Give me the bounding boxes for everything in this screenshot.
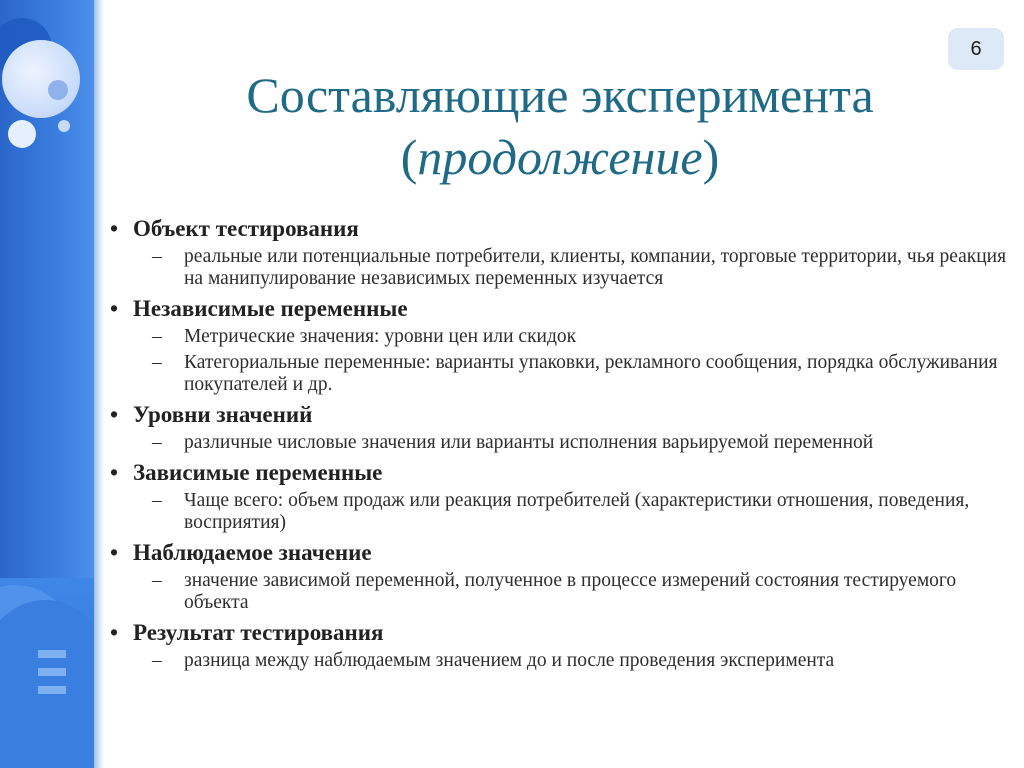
decorative-sidebar xyxy=(0,0,94,768)
bullet-heading: Уровни значений xyxy=(133,402,313,427)
bullet-heading: Результат тестирования xyxy=(133,620,384,645)
bullet-dot: • xyxy=(110,296,119,321)
sub-item-text: разница между наблюдаемым значением до и после проведения эксперимента xyxy=(184,650,835,671)
list-item xyxy=(108,618,1008,672)
sidebar-stripe xyxy=(94,0,104,768)
dash-marker: – xyxy=(152,432,162,453)
dash-marker: – xyxy=(152,570,162,591)
page-number-badge: 6 xyxy=(948,28,1004,70)
dash-marker: – xyxy=(152,650,162,671)
sub-item-text: Категориальные переменные: варианты упаковки, рекламного сообщения, порядка обслуживания покупателей и др. xyxy=(184,352,998,395)
bullet-list xyxy=(108,214,1008,676)
sub-item-text: различные числовые значения или варианты исполнения варьируемой переменной xyxy=(184,432,874,453)
dash-marker: – xyxy=(152,352,162,373)
bullet-heading: Объект тестирования xyxy=(133,216,359,241)
bullet-dot: • xyxy=(110,540,119,565)
slide-title xyxy=(120,64,1000,188)
bullet-dot: • xyxy=(110,402,119,427)
list-item xyxy=(108,400,1008,454)
bubble-decoration xyxy=(8,120,36,148)
dash-marker: – xyxy=(152,326,162,347)
sub-item-text: значение зависимой переменной, полученное в процессе измерений состояния тестируемого объекта xyxy=(184,570,957,613)
list-item xyxy=(108,538,1008,614)
bullet-dot: • xyxy=(110,620,119,645)
sub-item-text: Метрические значения: уровни цен или скидок xyxy=(184,326,577,347)
bullet-heading: Независимые переменные xyxy=(133,296,408,321)
bars-decoration xyxy=(38,650,66,704)
list-item xyxy=(108,458,1008,534)
bullet-dot: • xyxy=(110,216,119,241)
title-line-1: Составляющие эксперимента xyxy=(246,67,874,123)
dash-marker: – xyxy=(152,246,162,267)
dash-marker: – xyxy=(152,490,162,511)
sub-item-text: Чаще всего: объем продаж или реакция потребителей (характеристики отношения, поведения, восприятия) xyxy=(184,490,970,533)
bubble-decoration xyxy=(2,40,80,118)
bullet-heading: Наблюдаемое значение xyxy=(133,540,372,565)
bullet-heading: Зависимые переменные xyxy=(133,460,383,485)
list-item xyxy=(108,294,1008,396)
bullet-dot: • xyxy=(110,460,119,485)
bubble-decoration xyxy=(48,80,68,100)
bubble-decoration xyxy=(58,120,70,132)
list-item xyxy=(108,214,1008,290)
sub-item-text: реальные или потенциальные потребители, клиенты, компании, торговые территории, чья реакция на манипулирование независимых переменных изучается xyxy=(184,246,1007,289)
title-line-2: (продолжение) xyxy=(400,129,720,185)
